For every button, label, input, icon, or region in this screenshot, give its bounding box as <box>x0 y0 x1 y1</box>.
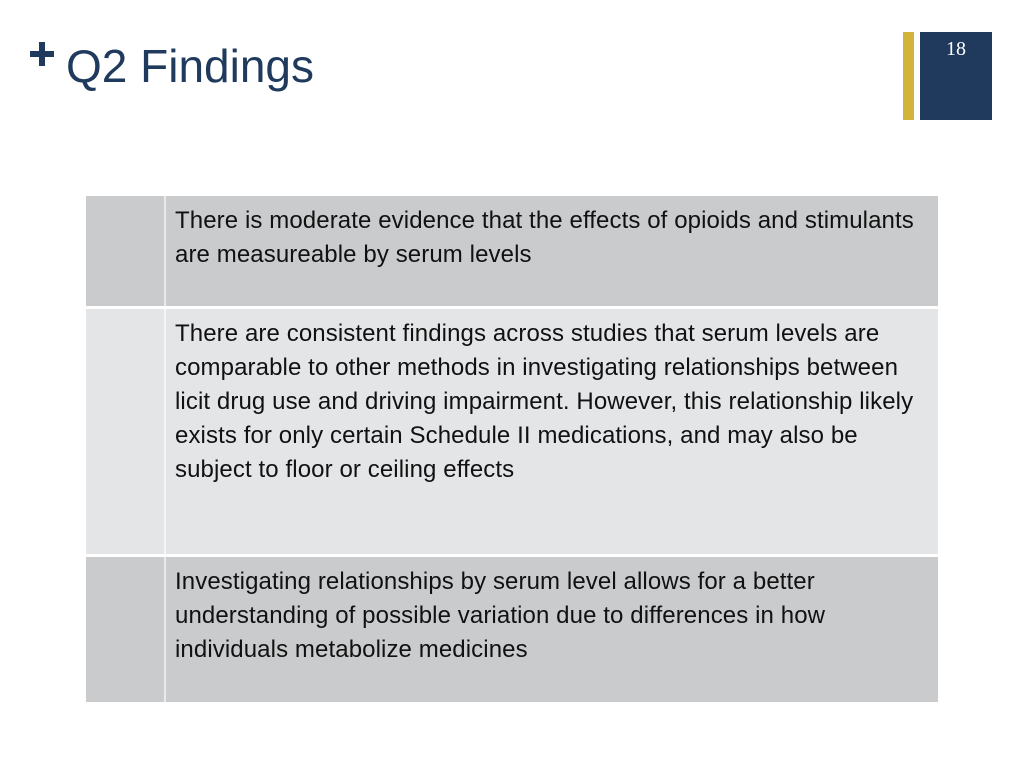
row-marker-cell <box>86 557 166 702</box>
findings-table <box>86 196 938 702</box>
finding-text: There is moderate evidence that the effects of opioids and stimulants are measureable by serum levels <box>175 207 914 268</box>
finding-row <box>86 196 938 309</box>
finding-row <box>86 557 938 702</box>
row-marker-cell <box>86 309 166 554</box>
plus-icon <box>28 38 58 68</box>
slide-title: Q2 Findings <box>66 40 315 92</box>
page-number: 18 <box>946 38 966 60</box>
row-marker-cell <box>86 196 166 306</box>
finding-row <box>86 309 938 557</box>
finding-text: Investigating relationships by serum level allows for a better understanding of possible variation due to differences in how individuals metabolize medicines <box>175 568 826 663</box>
finding-text: There are consistent findings across studies that serum levels are comparable to other methods in investigating relationships between licit drug use and driving impairment. However, this relationship likely exists for only certain Schedule II medications, and may also be subject to floor or ceiling effects <box>175 320 914 483</box>
accent-bar <box>903 32 914 120</box>
page-number-badge <box>920 32 992 120</box>
